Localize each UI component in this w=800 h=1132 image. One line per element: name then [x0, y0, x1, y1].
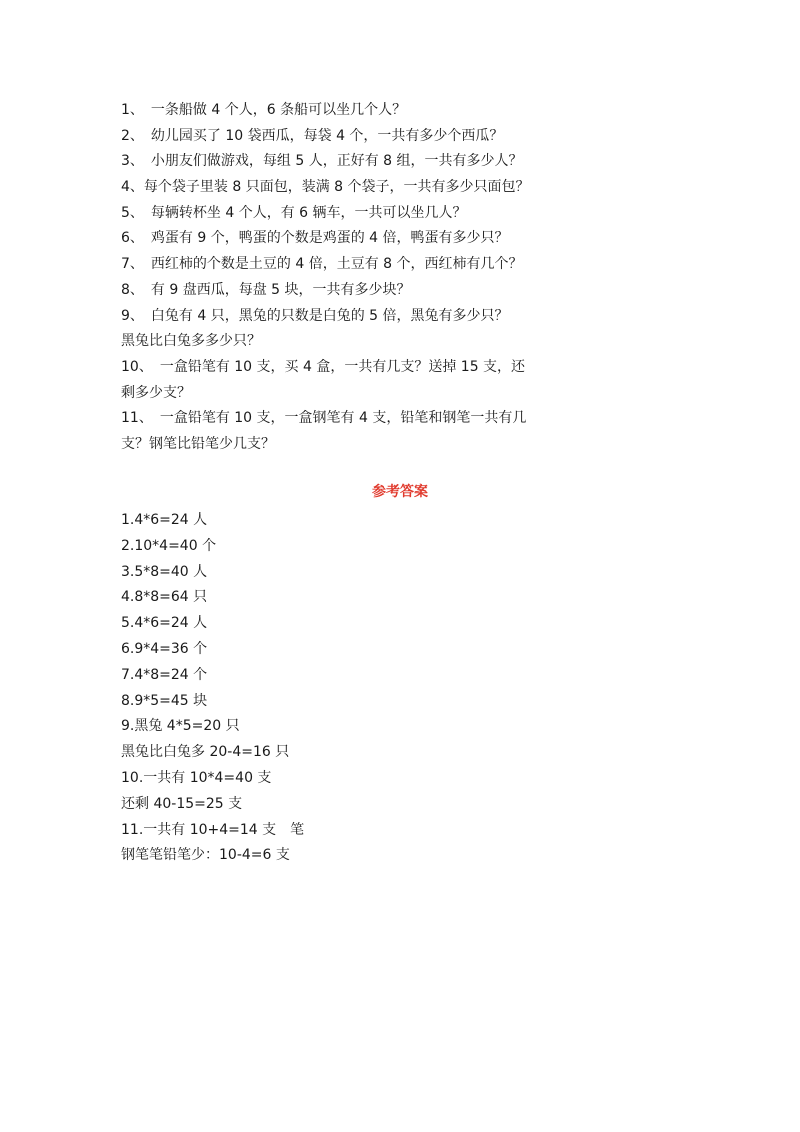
answer-line: 7.4*8=24 个: [121, 666, 208, 683]
answer-line: 4.8*8=64 只: [121, 589, 208, 606]
question-list: [121, 98, 551, 458]
answer-line: 钢笔笔铅笔少：10-4=6 支: [121, 847, 290, 864]
answer-line: 8.9*5=45 块: [121, 692, 208, 709]
answer-line: 1.4*6=24 人: [121, 512, 208, 528]
answer-line: 9.黑兔 4*5=20 只: [121, 718, 240, 735]
question-line: 4、每个袋子里装 8 只面包，装满 8 个袋子，一共有多少只面包？: [121, 179, 530, 196]
question-line: 1、 一条船做 4 个人，6 条船可以坐几个人？: [121, 102, 407, 118]
question-line: 3、 小朋友们做游戏，每组 5 人，正好有 8 组，一共有多少人？: [121, 153, 523, 170]
answer-list: [121, 508, 551, 869]
answer-section-title: 参考答案: [372, 484, 428, 500]
question-line: 8、 有 9 盘西瓜，每盘 5 块，一共有多少块？: [121, 281, 411, 298]
answer-line: 3.5*8=40 人: [121, 563, 208, 580]
question-line: 剩多少支？: [121, 384, 191, 401]
question-line: 6、 鸡蛋有 9 个，鸭蛋的个数是鸡蛋的 4 倍，鸭蛋有多少只？: [121, 230, 509, 247]
question-line: 9、 白兔有 4 只，黑兔的只数是白兔的 5 倍，黑兔有多少只？: [121, 307, 509, 324]
answer-line: 5.4*6=24 人: [121, 615, 208, 632]
question-line: 黑兔比白兔多多少只？: [121, 333, 261, 350]
question-line: 支？钢笔比铅笔少几支？: [121, 435, 275, 452]
answer-line: 2.10*4=40 个: [121, 537, 217, 554]
question-line: 11、 一盒铅笔有 10 支，一盒钢笔有 4 支，铅笔和钢笔一共有几: [121, 410, 527, 427]
question-line: 7、 西红柿的个数是土豆的 4 倍，土豆有 8 个，西红柿有几个？: [121, 256, 523, 273]
answer-line: 11.一共有 10+4=14 支 笔: [121, 821, 305, 838]
answer-line: 还剩 40-15=25 支: [121, 795, 243, 812]
answer-line: 黑兔比白兔多 20-4=16 只: [121, 744, 290, 761]
answer-line: 10.一共有 10*4=40 支: [121, 769, 272, 786]
question-line: 2、 幼儿园买了 10 袋西瓜，每袋 4 个，一共有多少个西瓜？: [121, 127, 504, 144]
answer-line: 6.9*4=36 个: [121, 640, 208, 657]
question-line: 10、 一盒铅笔有 10 支，买 4 盒，一共有几支？送掉 15 支，还: [121, 358, 526, 375]
question-line: 5、 每辆转杯坐 4 个人，有 6 辆车，一共可以坐几人？: [121, 204, 467, 221]
